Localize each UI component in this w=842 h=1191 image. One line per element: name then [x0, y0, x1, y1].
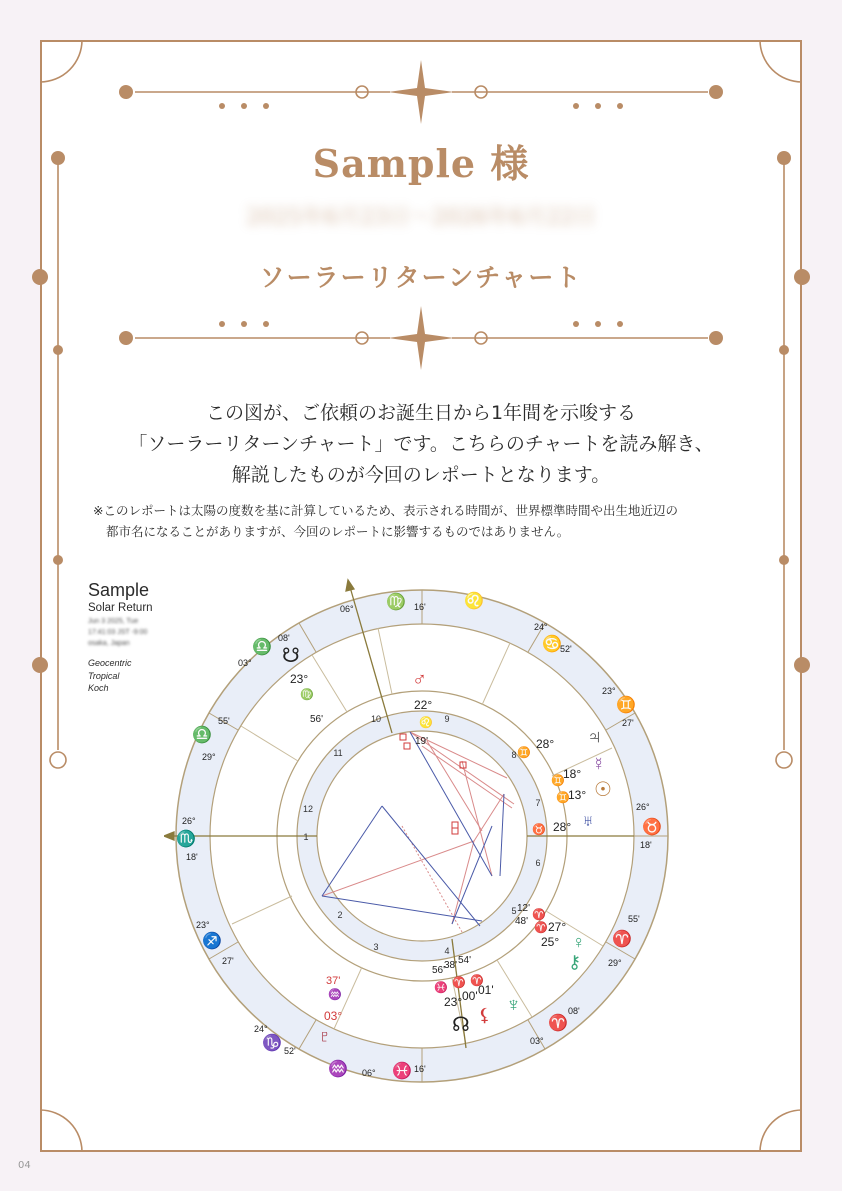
svg-text:♋: ♋	[542, 636, 562, 653]
svg-text:16': 16'	[414, 1064, 426, 1074]
svg-text:♂: ♂	[412, 669, 427, 691]
svg-text:25°: 25°	[541, 935, 560, 949]
svg-text:16': 16'	[414, 602, 426, 612]
footnote-line: ※このレポートは太陽の度数を基に計算しているため、表示される時間が、世界標準時間や出生地近辺の	[93, 503, 678, 518]
svg-text:♊: ♊	[616, 697, 636, 714]
svg-text:22°: 22°	[414, 698, 433, 712]
svg-text:08': 08'	[568, 1006, 580, 1016]
svg-text:56': 56'	[310, 714, 324, 725]
svg-text:18': 18'	[186, 852, 198, 862]
svg-text:♊: ♊	[556, 792, 570, 804]
svg-text:♃: ♃	[587, 726, 602, 748]
svg-text:♌: ♌	[419, 717, 433, 729]
svg-text:26°: 26°	[636, 802, 650, 812]
svg-text:4: 4	[444, 946, 450, 956]
svg-text:12': 12'	[517, 903, 531, 914]
svg-text:08': 08'	[278, 633, 290, 643]
svg-text:♈: ♈	[532, 909, 546, 921]
svg-text:2: 2	[337, 910, 343, 920]
svg-text:♍: ♍	[300, 689, 314, 701]
svg-text:♍: ♍	[386, 594, 406, 611]
svg-text:☋: ☋	[282, 645, 300, 667]
svg-text:⚸: ⚸	[478, 1005, 492, 1025]
horoscope-wheel	[164, 576, 684, 1096]
chart-birth-info	[88, 616, 147, 649]
svg-text:♏: ♏	[176, 831, 196, 848]
svg-text:♎: ♎	[192, 727, 212, 744]
svg-text:♈: ♈	[612, 931, 632, 948]
svg-text:♓: ♓	[434, 982, 448, 994]
svg-text:♑: ♑	[262, 1035, 282, 1052]
svg-text:52': 52'	[560, 644, 572, 654]
report-title: Sample 様	[312, 141, 530, 186]
chart-geocentric: Geocentric	[88, 658, 132, 668]
svg-text:18': 18'	[640, 840, 652, 850]
svg-text:9: 9	[444, 714, 450, 724]
svg-text:54': 54'	[458, 955, 472, 966]
svg-text:23°: 23°	[290, 672, 309, 686]
svg-text:3: 3	[373, 942, 379, 952]
chart-subtitle: ソーラーリターンチャート	[259, 263, 583, 292]
svg-text:11: 11	[333, 748, 343, 758]
svg-text:38': 38'	[444, 960, 458, 971]
intro-line: 「ソーラーリターンチャート」です。こちらのチャートを読み解き、	[128, 433, 714, 455]
svg-text:28°: 28°	[553, 820, 572, 834]
svg-text:27°: 27°	[548, 920, 567, 934]
svg-text:23°: 23°	[444, 995, 463, 1009]
svg-text:19': 19'	[415, 736, 429, 747]
chart-date: Jun 3 2025, Tue	[88, 618, 139, 625]
chart-tropical: Tropical	[88, 670, 120, 681]
svg-text:29°: 29°	[202, 752, 216, 762]
svg-text:03°: 03°	[238, 658, 252, 668]
footnote-line: 都市名になることがありますが、今回のレポートに影響するものではありません。	[106, 524, 570, 539]
svg-text:8: 8	[511, 750, 517, 760]
svg-text:5: 5	[511, 906, 517, 916]
svg-text:6: 6	[535, 858, 541, 868]
svg-text:♎: ♎	[252, 639, 272, 656]
svg-text:56': 56'	[432, 965, 446, 976]
svg-text:♒: ♒	[328, 989, 342, 1001]
svg-text:24°: 24°	[254, 1024, 268, 1034]
svg-text:03°: 03°	[530, 1036, 544, 1046]
svg-text:03°: 03°	[324, 1009, 343, 1023]
svg-text:♈: ♈	[452, 977, 466, 989]
svg-text:♉: ♉	[532, 824, 546, 836]
chart-person-name: Sample	[88, 580, 150, 600]
svg-text:♉: ♉	[642, 819, 662, 836]
svg-text:12: 12	[302, 804, 314, 814]
svg-text:♇: ♇	[318, 1026, 332, 1046]
intro-text	[0, 398, 842, 491]
svg-text:1: 1	[303, 832, 309, 842]
svg-text:06°: 06°	[362, 1068, 376, 1078]
intro-line: この図が、ご依頼のお誕生日から1年間を示唆する	[205, 402, 637, 424]
svg-text:18°: 18°	[563, 767, 582, 781]
svg-text:13°: 13°	[568, 788, 587, 802]
svg-text:☿: ☿	[592, 754, 606, 774]
svg-text:26°: 26°	[182, 816, 196, 826]
chart-time: 17:41:03 JST -9:00	[88, 629, 148, 636]
svg-text:♒: ♒	[328, 1061, 348, 1078]
svg-text:♈: ♈	[534, 922, 548, 934]
svg-text:☊: ☊	[452, 1014, 470, 1036]
chart-type-label: Solar Return	[88, 602, 153, 614]
intro-line: 解説したものが今回のレポートとなります。	[231, 464, 611, 486]
svg-text:37': 37'	[326, 975, 341, 987]
svg-text:7: 7	[535, 798, 541, 808]
svg-text:♓: ♓	[392, 1063, 412, 1080]
svg-text:♊: ♊	[551, 775, 565, 787]
svg-text:06°: 06°	[340, 604, 354, 614]
svg-text:♆: ♆	[506, 994, 521, 1016]
svg-text:♊: ♊	[517, 747, 531, 759]
chart-house-system: Koch	[88, 683, 109, 693]
page-number: 04	[18, 1160, 31, 1171]
chart-settings	[88, 657, 132, 695]
svg-text:48': 48'	[515, 916, 529, 927]
footnote	[93, 500, 763, 542]
svg-text:27': 27'	[222, 956, 234, 966]
svg-text:⚷: ⚷	[568, 952, 582, 972]
svg-text:23°: 23°	[602, 686, 616, 696]
svg-text:00': 00'	[462, 989, 478, 1003]
svg-text:55': 55'	[628, 914, 640, 924]
svg-text:♈: ♈	[548, 1015, 568, 1032]
svg-text:☉: ☉	[594, 779, 612, 801]
svg-text:♀: ♀	[572, 932, 586, 952]
svg-text:29°: 29°	[608, 958, 622, 968]
svg-text:23°: 23°	[196, 920, 210, 930]
svg-text:24°: 24°	[534, 622, 548, 632]
svg-text:♈: ♈	[470, 975, 484, 987]
svg-text:27': 27'	[622, 718, 634, 728]
svg-text:01': 01'	[478, 983, 494, 997]
svg-text:♐: ♐	[202, 933, 222, 950]
svg-text:55': 55'	[218, 716, 230, 726]
svg-text:28°: 28°	[536, 737, 555, 751]
svg-text:♅: ♅	[582, 813, 594, 830]
date-range: 2025年6月23日～2026年6月22日	[246, 205, 596, 230]
svg-text:52': 52'	[284, 1046, 296, 1056]
svg-text:10: 10	[370, 714, 382, 724]
chart-place: osaka, Japan	[88, 640, 130, 647]
svg-text:♌: ♌	[464, 593, 484, 610]
